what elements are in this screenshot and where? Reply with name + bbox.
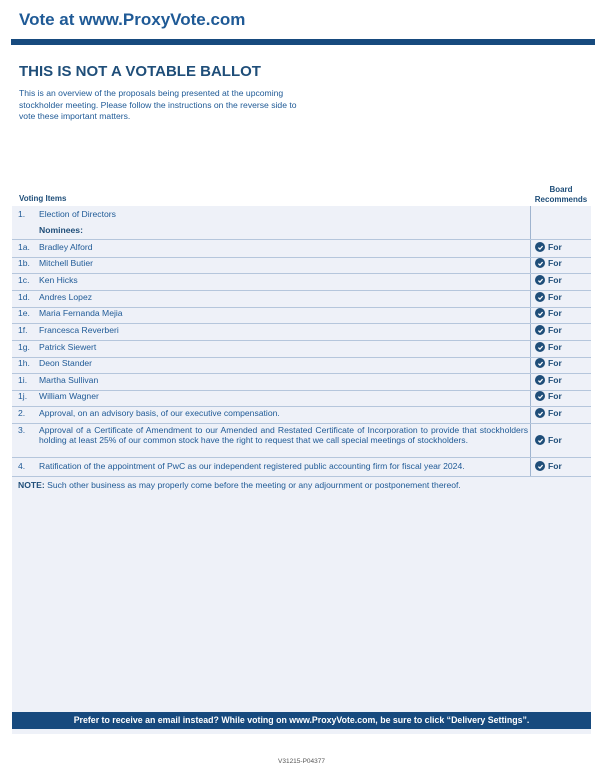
board-recommendation <box>535 342 562 352</box>
item-number: 1f. <box>18 325 28 335</box>
check-icon <box>535 408 545 418</box>
item-row-1j <box>12 391 591 407</box>
recommendation-label: For <box>548 325 562 335</box>
recommendation-label: For <box>548 461 562 471</box>
recommendation-label: For <box>548 292 562 302</box>
check-icon <box>535 342 545 352</box>
delivery-settings-banner: Prefer to receive an email instead? While voting on www.ProxyVote.com, be sure to click “Delivery Settings”. <box>12 712 591 729</box>
note-label: NOTE: <box>18 480 45 490</box>
item-number: 1b. <box>18 258 30 268</box>
item-number: 1i. <box>18 375 28 385</box>
item-row-1h <box>12 358 591 374</box>
board-recommendation <box>535 358 562 368</box>
item-text: Election of Directors <box>39 209 116 219</box>
note-text: Such other business as may properly come before the meeting or any adjournment or postponement thereof. <box>44 480 461 490</box>
nominees-row <box>12 225 591 240</box>
board-recommends-header: Board Recommends <box>534 185 588 204</box>
board-recommendation <box>535 258 562 268</box>
item-row-1i <box>12 375 591 391</box>
item-text: Andres Lopez <box>39 292 93 302</box>
board-recommendation <box>535 408 562 418</box>
item-text: Ken Hicks <box>39 275 78 285</box>
item-text: Approval, on an advisory basis, of our executive compensation. <box>39 408 280 418</box>
item-number: 1. <box>18 209 26 219</box>
item-text: Mitchell Butier <box>39 258 93 268</box>
item-text: William Wagner <box>39 391 99 401</box>
board-recommendation <box>535 308 562 318</box>
recommendation-label: For <box>548 275 562 285</box>
item-number: 1j. <box>18 391 28 401</box>
item-row-1a <box>12 242 591 258</box>
item-row-1e <box>12 308 591 324</box>
item-text: Bradley Alford <box>39 242 93 252</box>
recommendation-label: For <box>548 358 562 368</box>
item-row-1f <box>12 325 591 341</box>
item-row-1b <box>12 258 591 274</box>
check-icon <box>535 358 545 368</box>
header-bar <box>11 39 595 45</box>
check-icon <box>535 242 545 252</box>
board-recommendation <box>535 375 562 385</box>
item-number: 1c. <box>18 275 30 285</box>
recommendation-label: For <box>548 242 562 252</box>
header-title: Vote at www.ProxyVote.com <box>19 10 246 29</box>
item-number: 1g. <box>18 342 30 352</box>
item-number: 4. <box>18 461 26 471</box>
board-recommendation <box>535 275 562 285</box>
board-recommendation <box>535 292 562 302</box>
document-code: V31215-P04377 <box>278 758 325 765</box>
item-text: Approval of a Certificate of Amendment to our Amended and Restated Certificate of Incorporation to provide that stockholders holding at least 25% of our common stock have the right to request that we call special meetings of stockholders. <box>39 425 528 445</box>
board-recommendation <box>535 325 562 335</box>
item-text: Martha Sullivan <box>39 375 99 385</box>
check-icon <box>535 308 545 318</box>
item-row-1g <box>12 342 591 358</box>
board-recommendation <box>535 461 562 471</box>
recommendation-label: For <box>548 375 562 385</box>
item-number: 1d. <box>18 292 30 302</box>
item-text: Ratification of the appointment of PwC as our independent registered public accounting firm for fiscal year 2024. <box>39 461 465 471</box>
item-text: Francesca Reverberi <box>39 325 119 335</box>
item-text: Maria Fernanda Mejia <box>39 308 123 318</box>
check-icon <box>535 258 545 268</box>
board-recommendation <box>535 242 562 252</box>
recommendation-label: For <box>548 391 562 401</box>
check-icon <box>535 375 545 385</box>
item-row-1 <box>12 209 591 225</box>
check-icon <box>535 275 545 285</box>
recommendation-label: For <box>548 408 562 418</box>
check-icon <box>535 325 545 335</box>
check-icon <box>535 292 545 302</box>
recommendation-label: For <box>548 342 562 352</box>
item-row-1c <box>12 275 591 291</box>
recommendation-label: For <box>548 435 562 445</box>
not-votable-heading: THIS IS NOT A VOTABLE BALLOT <box>19 63 261 80</box>
item-row-2 <box>12 408 591 424</box>
board-recommendation <box>535 435 562 445</box>
check-icon <box>535 461 545 471</box>
note <box>18 480 588 490</box>
item-text: Patrick Siewert <box>39 342 97 352</box>
intro-text: This is an overview of the proposals being presented at the upcoming stockholder meeting. Please follow the instructions on the reverse side to vote these important matters. <box>19 88 297 121</box>
item-number: 3. <box>18 425 26 435</box>
item-row-3 <box>12 425 591 458</box>
item-text: Deon Stander <box>39 358 93 368</box>
item-row-1d <box>12 292 591 308</box>
recommendation-label: For <box>548 308 562 318</box>
item-number: 1h. <box>18 358 30 368</box>
item-number: 2. <box>18 408 26 418</box>
recommendation-label: For <box>548 258 562 268</box>
board-recommendation <box>535 391 562 401</box>
item-row-4 <box>12 461 591 477</box>
item-number: 1e. <box>18 308 30 318</box>
nominees-label: Nominees: <box>39 225 83 235</box>
voting-items-header: Voting Items <box>19 194 67 203</box>
item-number: 1a. <box>18 242 30 252</box>
check-icon <box>535 391 545 401</box>
check-icon <box>535 435 545 445</box>
